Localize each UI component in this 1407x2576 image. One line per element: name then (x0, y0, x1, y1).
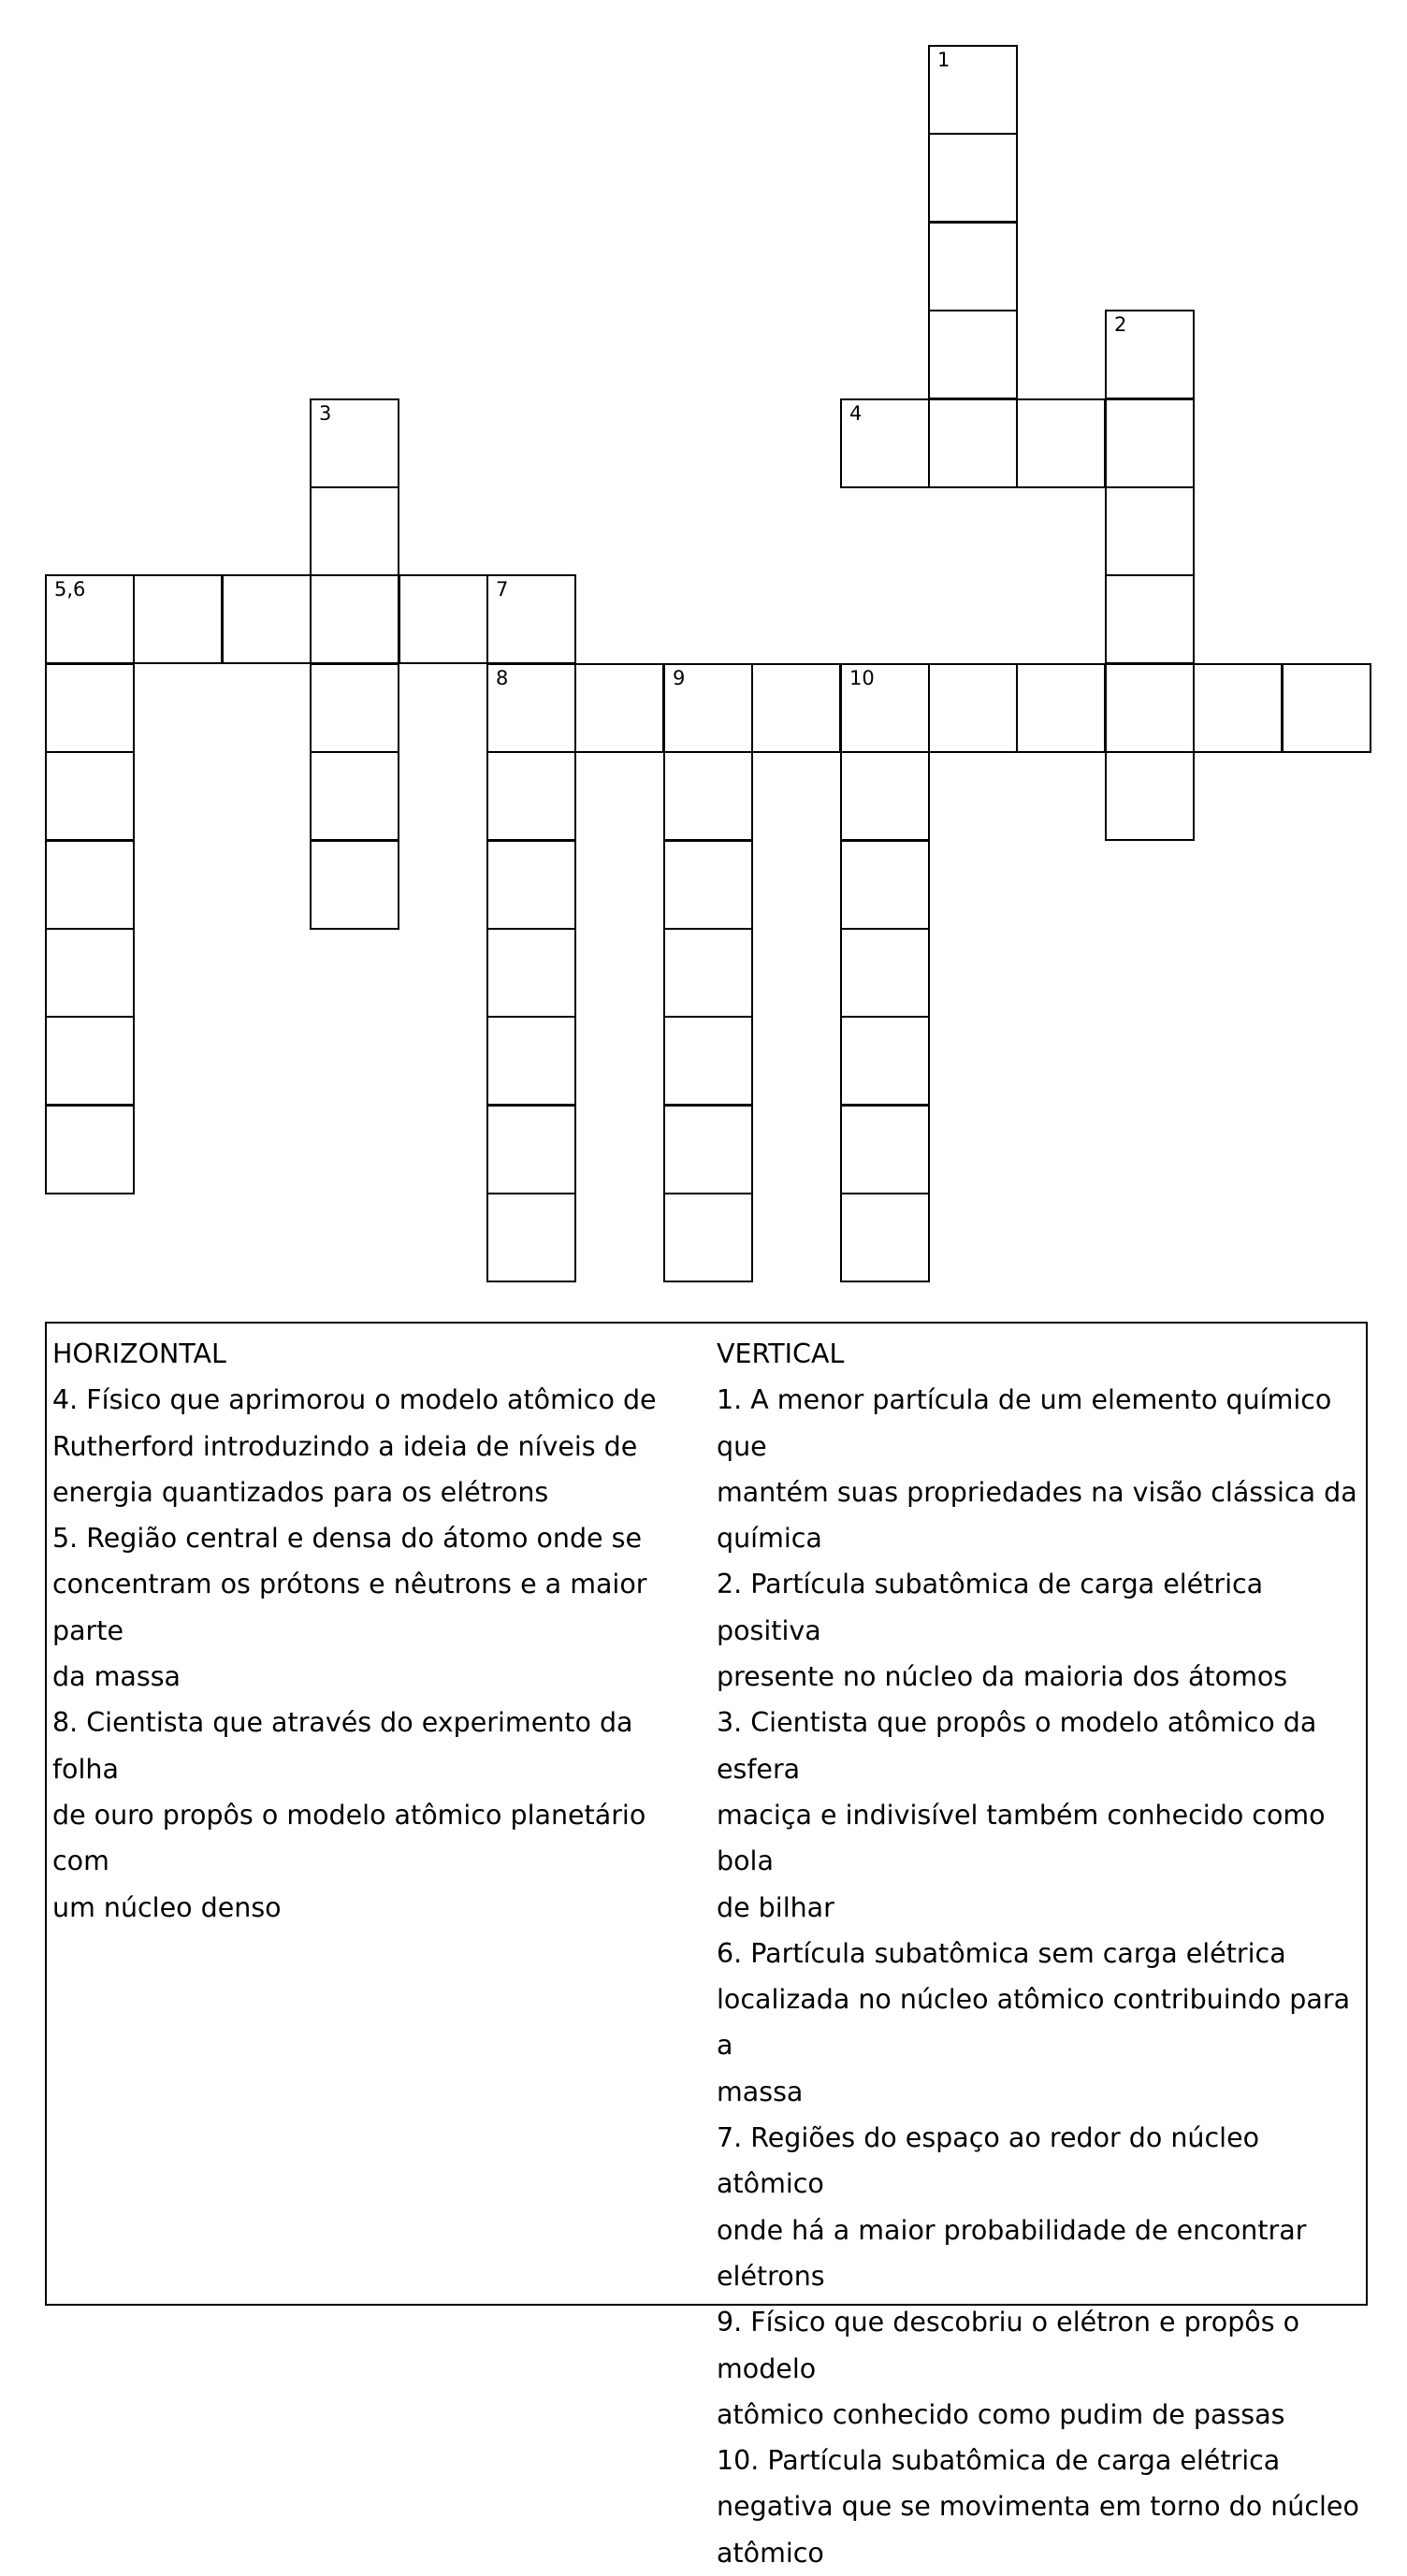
crossword-cell[interactable] (222, 574, 312, 664)
crossword-cell[interactable] (486, 1105, 576, 1194)
crossword-cell[interactable] (840, 663, 930, 753)
vertical-clue-line: 3. Cientista que propôs o modelo atômico da esfera (717, 1707, 1317, 1785)
horizontal-clue-line: 8. Cientista que através do experimento da folha (52, 1707, 633, 1785)
crossword-cell[interactable] (1105, 486, 1195, 576)
crossword-cell[interactable] (310, 574, 399, 664)
crossword-cell[interactable] (663, 1193, 753, 1282)
crossword-cell[interactable] (45, 751, 135, 841)
crossword-cell[interactable] (928, 310, 1018, 399)
vertical-clue-line: atômico (717, 2537, 824, 2569)
vertical-clue-line: química (717, 1523, 822, 1555)
horizontal-clue-line: de ouro propôs o modelo atômico planetário com (52, 1799, 646, 1877)
vertical-clues (717, 1331, 1368, 2576)
crossword-cell[interactable] (1016, 663, 1106, 753)
vertical-clue-line: maciça e indivisível também conhecido como bola (717, 1799, 1326, 1877)
vertical-title: VERTICAL (717, 1339, 845, 1369)
horizontal-clue-line: da massa (52, 1661, 181, 1693)
crossword-cell[interactable] (310, 398, 399, 488)
horizontal-clues (52, 1331, 707, 1931)
horizontal-clue-line: Rutherford introduzindo a ideia de níveis de (52, 1430, 638, 1462)
crossword-cell[interactable] (310, 751, 399, 841)
crossword-cell[interactable] (663, 1105, 753, 1194)
crossword-cell[interactable] (486, 928, 576, 1018)
crossword-cell[interactable] (663, 928, 753, 1018)
vertical-clue-line: 1. A menor partícula de um elemento químico que (717, 1384, 1332, 1462)
crossword-cell[interactable] (45, 1105, 135, 1194)
crossword-cell[interactable] (310, 840, 399, 930)
crossword-cell[interactable] (751, 663, 841, 753)
clue-number: 9 (673, 667, 686, 689)
horizontal-clue-line: um núcleo denso (52, 1891, 282, 1923)
vertical-clue-line: massa (717, 2076, 804, 2107)
crossword-cell[interactable] (840, 751, 930, 841)
crossword-cell[interactable] (663, 1016, 753, 1106)
vertical-clue-line: negativa que se movimenta em torno do núcleo (717, 2491, 1359, 2523)
vertical-clue-line: elétrons (717, 2260, 825, 2292)
crossword-cell[interactable] (1016, 398, 1106, 488)
crossword-cell[interactable] (1282, 663, 1371, 753)
crossword-cell[interactable] (45, 1016, 135, 1106)
crossword-cell[interactable] (486, 1193, 576, 1282)
crossword-cell[interactable] (310, 486, 399, 576)
clues-box (45, 1322, 1368, 2569)
crossword-cell[interactable] (663, 840, 753, 930)
clue-number: 2 (1114, 313, 1127, 336)
vertical-clue-line: presente no núcleo da maioria dos átomos (717, 1661, 1288, 1693)
crossword-cell[interactable] (45, 840, 135, 930)
crossword-cell[interactable] (1105, 574, 1195, 664)
crossword-cell[interactable] (486, 663, 576, 753)
clue-number: 1 (937, 49, 950, 71)
crossword-cell[interactable] (399, 574, 488, 664)
crossword-cell[interactable] (840, 1193, 930, 1282)
clue-number: 7 (496, 578, 509, 601)
crossword-cell[interactable] (1105, 398, 1195, 488)
vertical-clue-line: onde há a maior probabilidade de encontrar (717, 2214, 1307, 2246)
crossword-cell[interactable] (840, 840, 930, 930)
crossword-cell[interactable] (310, 663, 399, 753)
vertical-clue-line: de bilhar (717, 1891, 834, 1923)
horizontal-clue-line: energia quantizados para os elétrons (52, 1476, 549, 1508)
vertical-clue-line: 6. Partícula subatômica sem carga elétrica (717, 1937, 1286, 1969)
clue-number: 4 (849, 402, 863, 425)
vertical-clue-line: 2. Partícula subatômica de carga elétrica positiva (717, 1569, 1264, 1646)
crossword-cell[interactable] (486, 751, 576, 841)
crossword-cell[interactable] (45, 574, 135, 664)
horizontal-title: HORIZONTAL (52, 1339, 226, 1369)
crossword-cell[interactable] (486, 574, 576, 664)
crossword-cell[interactable] (133, 574, 223, 664)
horizontal-clue-line: 4. Físico que aprimorou o modelo atômico de (52, 1384, 657, 1416)
crossword-cell[interactable] (486, 1016, 576, 1106)
crossword-cell[interactable] (928, 663, 1018, 753)
crossword-cell[interactable] (840, 1105, 930, 1194)
vertical-clue-line: atômico conhecido como pudim de passas (717, 2398, 1285, 2430)
crossword-cell[interactable] (1105, 310, 1195, 399)
horizontal-clue-list (52, 1377, 707, 1931)
crossword-cell[interactable] (928, 222, 1018, 311)
crossword-cell[interactable] (1105, 663, 1195, 753)
crossword-cell[interactable] (1193, 663, 1283, 753)
clue-number: 3 (319, 402, 332, 425)
crossword-cell[interactable] (574, 663, 664, 753)
crossword-cell[interactable] (486, 840, 576, 930)
clue-number: 8 (496, 667, 509, 689)
vertical-clue-line: 7. Regiões do espaço ao redor do núcleo atômico (717, 2122, 1260, 2200)
clue-number: 5,6 (54, 578, 86, 601)
crossword-cell[interactable] (928, 45, 1018, 135)
crossword-cell[interactable] (45, 928, 135, 1018)
clue-number: 10 (849, 667, 875, 689)
crossword-cell[interactable] (928, 133, 1018, 223)
crossword-cell[interactable] (663, 663, 753, 753)
vertical-clue-line: localizada no núcleo atômico contribuindo para a (717, 1984, 1351, 2062)
horizontal-clue-line: 5. Região central e densa do átomo onde se (52, 1523, 643, 1555)
crossword-cell[interactable] (1105, 751, 1195, 841)
crossword-cell[interactable] (840, 928, 930, 1018)
crossword-cell[interactable] (840, 1016, 930, 1106)
horizontal-clue-line: concentram os prótons e nêutrons e a maior parte (52, 1569, 647, 1646)
crossword-cell[interactable] (45, 663, 135, 753)
vertical-clue-line: 9. Físico que descobriu o elétron e propôs o modelo (717, 2307, 1300, 2384)
vertical-clue-line: 10. Partícula subatômica de carga elétrica (717, 2445, 1281, 2477)
crossword-cell[interactable] (928, 398, 1018, 488)
crossword-cell[interactable] (840, 398, 930, 488)
crossword-cell[interactable] (663, 751, 753, 841)
vertical-clue-line: mantém suas propriedades na visão clássica da (717, 1476, 1357, 1508)
vertical-clue-list (717, 1377, 1368, 2576)
